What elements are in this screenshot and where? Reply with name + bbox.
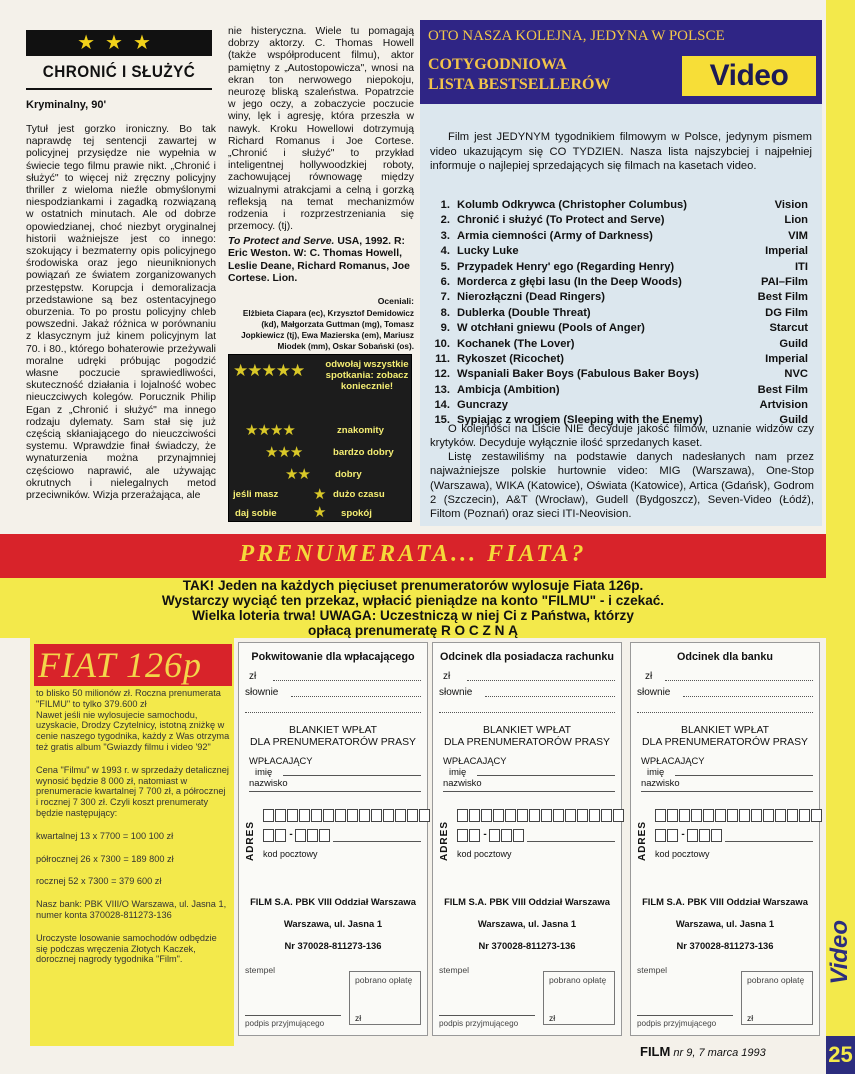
list-distributor: Best Film	[757, 383, 808, 396]
stamp-label: stempel	[637, 965, 668, 975]
list-rank: 7.	[440, 291, 450, 304]
list-distributor: Imperial	[765, 352, 808, 365]
sub-line1: TAK! Jeden na każdych pięciuset prenumeratorów wylosuje Fiata 126p.	[182, 578, 644, 593]
name-field[interactable]	[675, 775, 813, 776]
city-field[interactable]	[333, 841, 421, 842]
list-rank: 3.	[440, 229, 450, 242]
postcode-label: kod pocztowy	[457, 849, 512, 859]
footer-issue: nr 9, 7 marca 1993	[673, 1047, 766, 1059]
in-words-field-2[interactable]	[439, 703, 615, 713]
account-number: Nr 370028-811273-136	[478, 940, 576, 951]
name-field-2[interactable]	[249, 791, 421, 792]
postcode-label: kod pocztowy	[655, 849, 710, 859]
list-title: Kochanek (The Lover)	[457, 337, 575, 350]
fiat-cost-h: półrocznej 26 x 7300 = 189 800 zł	[36, 853, 174, 864]
list-rank: 13.	[434, 383, 450, 396]
fiat-logo: FIAT 126p	[34, 644, 232, 686]
recipient-name: FILM S.A. PBK VIII Oddział Warszawa	[444, 896, 610, 907]
list-distributor: ITI	[794, 260, 808, 273]
list-item	[434, 398, 810, 413]
list-item	[440, 290, 810, 305]
in-words-field[interactable]	[683, 687, 813, 697]
list-distributor: Lion	[784, 214, 808, 227]
blank-title	[631, 725, 819, 749]
list-rank: 2.	[440, 214, 450, 227]
list-distributor: PAI–Film	[760, 275, 808, 288]
in-words-label: słownie	[439, 687, 473, 698]
fiat-p4: Uroczyste losowanie samochodów odbędzie się podczas wręczenia Złotych Kaczek, dorocznej nagrody tygodnika "Film".	[36, 932, 217, 965]
legend-text-1: dużo czasu	[333, 489, 385, 500]
list-rank: 6.	[440, 275, 450, 288]
surname-label: nazwisko	[443, 777, 482, 788]
payer-label: WPŁACAJĄCY	[249, 755, 313, 766]
list-item	[440, 198, 810, 213]
signature-label: podpis przyjmującego	[245, 1019, 325, 1028]
signature-label: podpis przyjmującego	[439, 1019, 519, 1028]
video-logo: Video	[682, 56, 816, 96]
film-credits	[228, 236, 414, 286]
list-rank: 1.	[440, 199, 450, 211]
subscription-text	[0, 578, 826, 638]
title-rule	[26, 88, 212, 90]
list-title: Lucky Luke	[457, 245, 519, 258]
name-field-2[interactable]	[641, 791, 813, 792]
credits-text: USA, 1992. R: Eric Weston. W: C. Thomas Howell, Leslie Deane, Richard Romanus, Joe Cortese. Lion.	[228, 236, 410, 285]
footer	[640, 1044, 766, 1059]
account-number: Nr 370028-811273-136	[284, 940, 382, 951]
blank-title-2: DLA PRENUMERATORÓW PRASY	[642, 737, 808, 748]
in-words-label: słownie	[245, 687, 279, 698]
list-item	[440, 244, 810, 259]
fee-zl-label: zł	[549, 1013, 556, 1023]
list-rank: 4.	[440, 245, 450, 258]
list-title: Armia ciemności (Army of Darkness)	[457, 229, 653, 242]
postcode-boxes[interactable]: -	[655, 829, 723, 842]
list-title: Guncrazy	[457, 399, 508, 412]
legend-stars-0: ★	[313, 504, 326, 521]
name-field[interactable]	[283, 775, 421, 776]
legend-text-5: odwołaj wszystkie spotkania: zobacz koniecznie!	[325, 359, 409, 392]
header-line3: LISTA BESTSELLERÓW	[428, 76, 611, 93]
side-strip	[826, 0, 855, 1074]
list-item	[440, 321, 810, 336]
blank-title	[239, 725, 427, 749]
address-boxes[interactable]	[655, 809, 823, 822]
review-text-col2: nie histeryczna. Wiele tu pomagają dobrzy aktorzy. C. Thomas Howell (także współproducent filmu), aktor pamiętny z „Autostopowicza", wnosi na ekran ton nerwowego niepokoju, neurozę bliską szaleństwa. Popatrzcie w jego oczy, a zobaczycie poczucie winy, lęk i agresję, która przeszła w nawyk. Kroku Howellowi dotrzymują Richard Romanus i Joe Cortese. „Chronić i służyć" to przykład inteligentnej hollywoodzkiej roboty, zachowującej równowagę między wizualnymi atrakcjami a celną i gorzką refleksją na temat mechanizmów rodzenia i rozprzestrzeniania się przemocy. (tj).	[228, 26, 414, 233]
list-item	[440, 275, 810, 290]
subscription-title: PRENUMERATA... FIATA?	[239, 541, 587, 567]
list-distributor: DG Film	[765, 306, 808, 319]
list-note: O kolejności na Liście NIE decyduje jakość filmów, uznanie widzów czy krytyków. Decyduje wyłącznie ilość sprzedanych kaset.	[430, 423, 814, 450]
footer-mag: FILM	[640, 1044, 671, 1059]
fee-label: pobrano opłatę	[747, 975, 805, 985]
amount-label: zł	[645, 671, 653, 682]
list-item	[440, 213, 810, 228]
sub-line4: opłacą prenumeratę R O C Z N Ą	[308, 623, 518, 638]
payer-label: WPŁACAJĄCY	[443, 755, 507, 766]
in-words-field-2[interactable]	[637, 703, 813, 713]
list-distributor: Imperial	[765, 245, 808, 258]
in-words-label: słownie	[637, 687, 671, 698]
legend-stars-3: ★★★	[265, 444, 303, 461]
in-words-field-2[interactable]	[245, 703, 421, 713]
list-rank: 12.	[434, 368, 450, 381]
original-title: To Protect and Serve.	[228, 236, 335, 247]
list-item	[440, 260, 810, 275]
postcode-boxes[interactable]: -	[457, 829, 525, 842]
name-field-2[interactable]	[443, 791, 615, 792]
subscription-intro	[0, 578, 826, 638]
list-item	[440, 306, 810, 321]
list-rank: 8.	[440, 306, 450, 319]
in-words-field[interactable]	[291, 687, 421, 697]
list-distributor: Starcut	[769, 322, 808, 335]
slip-heading: Odcinek dla posiadacza rachunku	[439, 651, 614, 663]
blank-title-2: DLA PRENUMERATORÓW PRASY	[250, 737, 416, 748]
fee-zl-label: zł	[355, 1013, 362, 1023]
fiat-cost-y: rocznej 52 x 7300 = 379 600 zł	[36, 876, 162, 887]
review-genre: Kryminalny, 90'	[26, 99, 107, 111]
fee-zl-label: zł	[747, 1013, 754, 1023]
list-rank: 9.	[440, 322, 450, 335]
fiat-bank: Nasz bank: PBK VIII/O Warszawa, ul. Jasna 1, numer konta 370028-811273-136	[36, 899, 227, 920]
recipient-block	[433, 891, 621, 957]
signature-field[interactable]	[439, 1015, 535, 1016]
list-title: W otchłani gniewu (Pools of Anger)	[457, 322, 645, 335]
list-distributor: Artvision	[759, 399, 808, 412]
blank-title-1: BLANKIET WPŁAT	[289, 725, 377, 736]
side-video-label: Video	[826, 920, 853, 985]
list-item	[434, 383, 810, 398]
list-rank: 14.	[434, 399, 450, 412]
list-item	[435, 352, 810, 367]
legend-text-4: znakomity	[337, 425, 384, 436]
list-distributor: Vision	[774, 199, 808, 211]
fiat-p2: Nawet jeśli nie wylosujecie samochodu, uzyskacie, Drodzy Czytelnicy, istotną zniżkę w cenie naszego tygodnika, każdy z Was otrzyma też gratis album "Gwiazdy filmu i video '92"	[36, 709, 230, 752]
address-label: ADRES	[245, 821, 256, 862]
address-label: ADRES	[439, 821, 450, 862]
payer-label: WPŁACAJĄCY	[641, 755, 705, 766]
city-field[interactable]	[725, 841, 813, 842]
fiat-p3: Cena "Filmu" w 1993 r. w sprzedaży detalicznej wynosić będzie 8 000 zł, natomiast w prenumeracie kwartalnej 7 700 zł, a półrocznej i rocznej 7 300 zł. Czyli koszt prenumeraty będzie następujący:	[36, 764, 229, 818]
legend-text-jesli: jeśli masz	[233, 489, 279, 500]
fee-label: pobrano opłatę	[549, 975, 607, 985]
amount-label: zł	[249, 671, 257, 682]
recipient-address: Warszawa, ul. Jasna 1	[675, 918, 775, 929]
list-item	[434, 367, 810, 382]
list-distributor: Guild	[779, 337, 808, 350]
first-name-label: imię	[647, 766, 665, 777]
header-top-line: OTO NASZA KOLEJNA, JEDYNA W POLSCE	[428, 28, 725, 44]
blank-title-1: BLANKIET WPŁAT	[681, 725, 769, 736]
list-distributor: NVC	[784, 368, 808, 381]
list-distributor: VIM	[788, 229, 808, 242]
stamp-label: stempel	[245, 965, 276, 975]
fiat-panel-text	[36, 688, 230, 977]
rating-stars: ★★★	[26, 30, 212, 56]
critics-list: Elżbieta Ciapara (ec), Krzysztof Demidowicz (kd), Małgorzata Guttman (mg), Tomasz Jopkiewicz (tj), Ewa Mazierska (em), Mariusz Miodek (mm), Oskar Sobański (os).	[241, 309, 414, 351]
list-item	[434, 337, 810, 352]
header-line2: COTYGODNIOWA	[428, 56, 567, 73]
legend-text-2: dobry	[335, 469, 362, 480]
postcode-label: kod pocztowy	[263, 849, 318, 859]
recipient-address: Warszawa, ul. Jasna 1	[283, 918, 383, 929]
first-name-label: imię	[449, 766, 467, 777]
signature-field[interactable]	[637, 1015, 733, 1016]
account-number: Nr 370028-811273-136	[676, 940, 774, 951]
review-title: CHRONIĆ I SŁUŻYĆ	[42, 62, 196, 81]
list-title: Ambicja (Ambition)	[457, 383, 560, 396]
fiat-p1: to blisko 50 milionów zł. Roczna prenumerata "FILMU" to tylko 379.600 zł	[36, 688, 221, 709]
legend-text-daj: daj sobie	[235, 508, 277, 519]
payment-slip	[238, 642, 428, 1036]
list-rank: 5.	[440, 260, 450, 273]
legend-stars-4: ★★★★	[245, 422, 295, 439]
amount-field[interactable]	[273, 671, 421, 681]
signature-label: podpis przyjmującego	[637, 1019, 717, 1028]
amount-label: zł	[443, 671, 451, 682]
legend-text-3: bardzo dobry	[333, 447, 394, 458]
first-name-label: imię	[255, 766, 273, 777]
list-title: Morderca z głębi lasu (In the Deep Woods)	[457, 275, 682, 288]
video-bestseller-header	[420, 20, 822, 104]
legend-stars-2: ★★	[285, 466, 310, 483]
address-boxes[interactable]	[457, 809, 625, 822]
legend-text-spokoj: spokój	[341, 508, 372, 519]
recipient-address: Warszawa, ul. Jasna 1	[477, 918, 577, 929]
sub-line3: Wielka loteria trwa! UWAGA: Uczestniczą w niej Ci z Państwa, którzy	[192, 608, 634, 623]
postcode-boxes[interactable]: -	[263, 829, 331, 842]
list-title: Chronić i służyć (To Protect and Serve)	[457, 214, 665, 227]
payer-labels	[249, 755, 313, 788]
legend-stars-5: ★★★★★	[233, 361, 305, 380]
list-title: Dublerka (Double Threat)	[457, 306, 591, 319]
payer-labels	[443, 755, 507, 788]
stamp-label: stempel	[439, 965, 470, 975]
payment-slip	[630, 642, 820, 1036]
list-title: Nierozłączni (Dead Ringers)	[457, 291, 605, 304]
list-title: Wspaniali Baker Boys (Fabulous Baker Boys)	[457, 368, 699, 381]
critics-label: Oceniali:	[377, 296, 414, 306]
recipient-name: FILM S.A. PBK VIII Oddział Warszawa	[250, 896, 416, 907]
name-field[interactable]	[477, 775, 615, 776]
recipient-block	[631, 891, 819, 957]
review-text-col1: Tytuł jest gorzko ironiczny. Bo tak naprawdę tej sentencji zawartej w policyjnej przysiędze nie wypełnia w świecie tego filmu prawie nikt. „Chronić i służyć" to więcej niż zręczny policyjny thriller z wieloma nieźle obmyślonymi niespodziankami i zagadką rozwiązaną w ostatnich minutach. Ale od dobrze opowiedzianej, choć niezbyt oryginalnej historii ważniejsze jest co innego: szokujący i bezmaterny opis policyjnego środowiska oraz jego nieuniknionych powiązań ze światem zorganizowanych przestępstw. Korupcja i demoralizacja przedstawione są bez ostentacyjnego oburzenia. To po prostu policyjny chleb powszedni. Jakaż różnica w porównaniu z klasycznym już kinem policyjnym lat 70. i 80., którego bohaterowie przeżywali moralne udręki próbując pogodzić własne poczucie sprawiedliwości, skuteczność działania i lojalność wobec nieuczciwych kolegów. Porucznik Philip Egan z „Chronić i służyć" ma innego rodzaju dylematy. Sam stał się już częścią skłaniającego do nieuczciwości systemu. Wprawdzie finał świadczy, że wynaturzenia można przynajmniej częściowo naprawić, ale używając okrutnych i nielegalnych metod przeciwników. Wizja przerażająca, ale	[26, 124, 216, 502]
subscription-banner	[0, 534, 826, 578]
list-title: Przypadek Henry' ego (Regarding Henry)	[457, 260, 675, 273]
amount-field[interactable]	[665, 671, 813, 681]
recipient-block	[239, 891, 427, 957]
rating-legend	[228, 354, 412, 522]
payer-labels	[641, 755, 705, 788]
surname-label: nazwisko	[249, 777, 288, 788]
list-rank: 11.	[435, 352, 450, 365]
sub-line2: Wystarczy wyciąć ten przekaz, wpłacić pieniądze na konto "FILMU" - i czekać.	[161, 593, 665, 608]
list-title: Rykoszet (Ricochet)	[457, 352, 564, 365]
list-distributor: Best Film	[757, 291, 808, 304]
list-item	[440, 229, 810, 244]
page-number: 25	[826, 1036, 855, 1074]
blank-title	[433, 725, 621, 749]
surname-label: nazwisko	[641, 777, 680, 788]
address-label: ADRES	[637, 821, 648, 862]
list-intro: Film jest JEDYNYM tygodnikiem filmowym w Polsce, jedynym pismem video ukazującym się CO TYDZIEN. Nasza lista najszybciej i najpełniej informuje o najlepiej sprzedających się filmach na kasetach video.	[430, 131, 812, 173]
list-rank: 10.	[434, 337, 450, 350]
list-title: Kolumb Odkrywca (Christopher Columbus)	[457, 199, 687, 211]
list-title: Sypiając z wrogiem (Sleeping with the Enemy)	[457, 414, 703, 427]
fiat-cost-q: kwartalnej 13 x 7700 = 100 100 zł	[36, 830, 174, 841]
fee-label: pobrano opłatę	[355, 975, 413, 985]
list-rank: 15.	[434, 414, 450, 427]
blank-title-2: DLA PRENUMERATORÓW PRASY	[444, 737, 610, 748]
blank-title-1: BLANKIET WPŁAT	[483, 725, 571, 736]
address-boxes[interactable]	[263, 809, 431, 822]
slip-heading: Pokwitowanie dla wpłacającego	[251, 651, 415, 663]
legend-stars-1: ★	[313, 486, 326, 503]
recipient-name: FILM S.A. PBK VIII Oddział Warszawa	[642, 896, 808, 907]
in-words-field[interactable]	[485, 687, 615, 697]
list-sources: Listę zestawiliśmy na podstawie danych nadesłanych nam przez najważniejsze polskie hurtownie video: MIG (Warszawa), One-Stop (Warszawa), WIKA (Katowice), Oświata (Katowice), Artica (Gdańsk), Godrom 2 (Szczecin), A&T (Wrocław), Gudell (Bydgoszcz), Seven-Video (Łódź), Filtom (Poznań) oraz sieci ITI-Neovision.	[430, 451, 814, 521]
bestseller-list	[434, 198, 810, 429]
signature-field[interactable]	[245, 1015, 341, 1016]
slip-heading: Odcinek dla banku	[677, 651, 773, 663]
city-field[interactable]	[527, 841, 615, 842]
payment-slip	[432, 642, 622, 1036]
list-distributor: Guild	[779, 414, 808, 427]
amount-field[interactable]	[467, 671, 615, 681]
